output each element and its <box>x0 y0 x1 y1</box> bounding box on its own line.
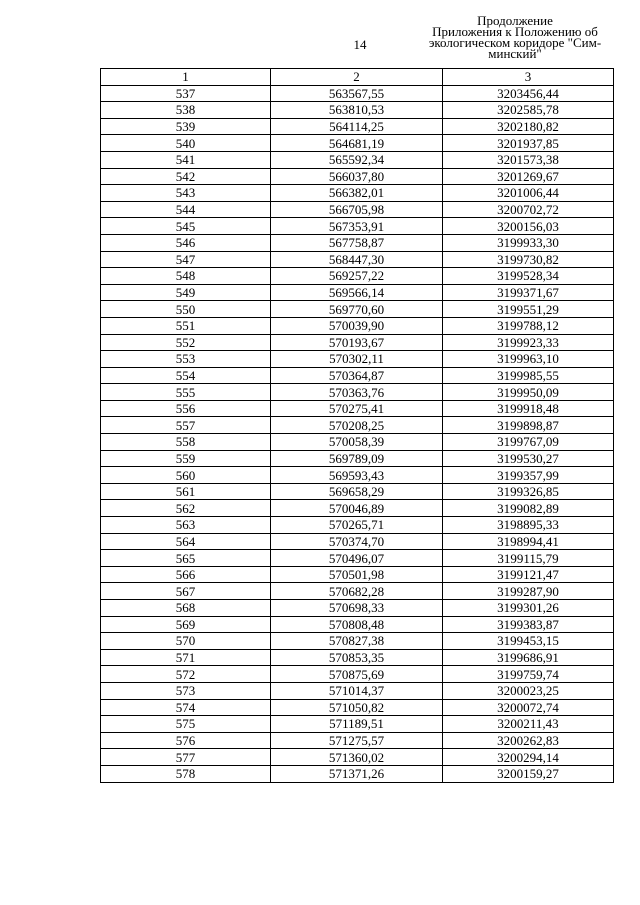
table-row <box>101 550 614 567</box>
cell-x-coordinate: 569658,29 <box>271 483 443 500</box>
cell-x-coordinate: 564114,25 <box>271 118 443 135</box>
cell-point-number: 545 <box>101 218 271 235</box>
cell-x-coordinate: 564681,19 <box>271 135 443 152</box>
header-note-line-2: Приложения к Положению об <box>432 24 598 39</box>
cell-x-coordinate: 569770,60 <box>271 301 443 318</box>
cell-point-number: 578 <box>101 765 271 782</box>
cell-x-coordinate: 571189,51 <box>271 716 443 733</box>
cell-x-coordinate: 567758,87 <box>271 234 443 251</box>
cell-point-number: 550 <box>101 301 271 318</box>
cell-x-coordinate: 565592,34 <box>271 151 443 168</box>
cell-y-coordinate: 3201573,38 <box>443 151 614 168</box>
cell-y-coordinate: 3202585,78 <box>443 102 614 119</box>
cell-y-coordinate: 3199121,47 <box>443 566 614 583</box>
cell-x-coordinate: 568447,30 <box>271 251 443 268</box>
table-row <box>101 583 614 600</box>
cell-point-number: 541 <box>101 151 271 168</box>
coordinates-table <box>100 68 614 783</box>
table-row <box>101 699 614 716</box>
cell-x-coordinate: 571050,82 <box>271 699 443 716</box>
header-note-line-1: Продолжение <box>477 13 553 28</box>
cell-point-number: 560 <box>101 467 271 484</box>
cell-y-coordinate: 3199082,89 <box>443 500 614 517</box>
cell-point-number: 543 <box>101 185 271 202</box>
cell-x-coordinate: 570039,90 <box>271 317 443 334</box>
table-row <box>101 467 614 484</box>
cell-x-coordinate: 569257,22 <box>271 268 443 285</box>
cell-x-coordinate: 570302,11 <box>271 351 443 368</box>
cell-point-number: 552 <box>101 334 271 351</box>
table-row <box>101 616 614 633</box>
cell-x-coordinate: 570682,28 <box>271 583 443 600</box>
cell-y-coordinate: 3200294,14 <box>443 749 614 766</box>
cell-point-number: 576 <box>101 732 271 749</box>
table-row <box>101 633 614 650</box>
cell-x-coordinate: 570046,89 <box>271 500 443 517</box>
cell-x-coordinate: 570058,39 <box>271 434 443 451</box>
table-row <box>101 284 614 301</box>
cell-x-coordinate: 571371,26 <box>271 765 443 782</box>
table-row <box>101 334 614 351</box>
cell-y-coordinate: 3202180,82 <box>443 118 614 135</box>
table-row <box>101 732 614 749</box>
cell-y-coordinate: 3199730,82 <box>443 251 614 268</box>
header-note-line-3: экологическом коридоре "Сим- <box>428 35 602 50</box>
cell-x-coordinate: 570698,33 <box>271 600 443 617</box>
cell-x-coordinate: 570496,07 <box>271 550 443 567</box>
table-row <box>101 384 614 401</box>
cell-point-number: 546 <box>101 234 271 251</box>
table-row <box>101 234 614 251</box>
table-row <box>101 102 614 119</box>
cell-y-coordinate: 3199115,79 <box>443 550 614 567</box>
cell-point-number: 557 <box>101 417 271 434</box>
cell-x-coordinate: 567353,91 <box>271 218 443 235</box>
cell-point-number: 569 <box>101 616 271 633</box>
table-body <box>101 85 614 782</box>
cell-y-coordinate: 3200156,03 <box>443 218 614 235</box>
cell-y-coordinate: 3200262,83 <box>443 732 614 749</box>
cell-y-coordinate: 3200072,74 <box>443 699 614 716</box>
cell-point-number: 547 <box>101 251 271 268</box>
cell-x-coordinate: 566705,98 <box>271 201 443 218</box>
cell-y-coordinate: 3199326,85 <box>443 483 614 500</box>
table-row <box>101 118 614 135</box>
cell-point-number: 561 <box>101 483 271 500</box>
table-row <box>101 201 614 218</box>
table-row <box>101 749 614 766</box>
cell-y-coordinate: 3198895,33 <box>443 517 614 534</box>
table-row <box>101 168 614 185</box>
cell-y-coordinate: 3200159,27 <box>443 765 614 782</box>
table-row <box>101 85 614 102</box>
table-row <box>101 765 614 782</box>
cell-point-number: 537 <box>101 85 271 102</box>
cell-point-number: 558 <box>101 434 271 451</box>
table-row <box>101 218 614 235</box>
table-row <box>101 434 614 451</box>
cell-x-coordinate: 570827,38 <box>271 633 443 650</box>
cell-y-coordinate: 3203456,44 <box>443 85 614 102</box>
table-row <box>101 185 614 202</box>
cell-point-number: 542 <box>101 168 271 185</box>
cell-y-coordinate: 3201006,44 <box>443 185 614 202</box>
table-row <box>101 317 614 334</box>
cell-x-coordinate: 571360,02 <box>271 749 443 766</box>
cell-point-number: 564 <box>101 533 271 550</box>
cell-point-number: 571 <box>101 649 271 666</box>
table-row <box>101 251 614 268</box>
cell-x-coordinate: 571275,57 <box>271 732 443 749</box>
cell-x-coordinate: 563567,55 <box>271 85 443 102</box>
table-row <box>101 500 614 517</box>
cell-x-coordinate: 569566,14 <box>271 284 443 301</box>
cell-point-number: 573 <box>101 682 271 699</box>
cell-y-coordinate: 3199767,09 <box>443 434 614 451</box>
cell-point-number: 538 <box>101 102 271 119</box>
cell-y-coordinate: 3199287,90 <box>443 583 614 600</box>
cell-x-coordinate: 569593,43 <box>271 467 443 484</box>
appendix-header-note <box>415 15 615 59</box>
table-row <box>101 400 614 417</box>
cell-x-coordinate: 570275,41 <box>271 400 443 417</box>
cell-y-coordinate: 3199551,29 <box>443 301 614 318</box>
cell-y-coordinate: 3199898,87 <box>443 417 614 434</box>
table-row <box>101 450 614 467</box>
table-header-row <box>101 69 614 86</box>
cell-point-number: 568 <box>101 600 271 617</box>
cell-point-number: 570 <box>101 633 271 650</box>
cell-y-coordinate: 3199923,33 <box>443 334 614 351</box>
cell-x-coordinate: 563810,53 <box>271 102 443 119</box>
table-row <box>101 666 614 683</box>
cell-y-coordinate: 3199383,87 <box>443 616 614 633</box>
table-row <box>101 483 614 500</box>
cell-x-coordinate: 570808,48 <box>271 616 443 633</box>
table-row <box>101 649 614 666</box>
cell-y-coordinate: 3199301,26 <box>443 600 614 617</box>
cell-y-coordinate: 3199985,55 <box>443 367 614 384</box>
cell-point-number: 539 <box>101 118 271 135</box>
cell-y-coordinate: 3199453,15 <box>443 633 614 650</box>
cell-y-coordinate: 3199686,91 <box>443 649 614 666</box>
table-row <box>101 268 614 285</box>
page-number: 14 <box>353 37 367 52</box>
table-row <box>101 151 614 168</box>
cell-point-number: 551 <box>101 317 271 334</box>
cell-point-number: 563 <box>101 517 271 534</box>
cell-point-number: 555 <box>101 384 271 401</box>
cell-x-coordinate: 570875,69 <box>271 666 443 683</box>
cell-point-number: 567 <box>101 583 271 600</box>
cell-y-coordinate: 3199530,27 <box>443 450 614 467</box>
cell-point-number: 574 <box>101 699 271 716</box>
cell-y-coordinate: 3199371,67 <box>443 284 614 301</box>
cell-x-coordinate: 570193,67 <box>271 334 443 351</box>
cell-x-coordinate: 570853,35 <box>271 649 443 666</box>
cell-y-coordinate: 3199357,99 <box>443 467 614 484</box>
cell-point-number: 575 <box>101 716 271 733</box>
cell-x-coordinate: 570265,71 <box>271 517 443 534</box>
column-header-x: 2 <box>271 69 443 86</box>
cell-y-coordinate: 3199950,09 <box>443 384 614 401</box>
cell-x-coordinate: 570501,98 <box>271 566 443 583</box>
cell-y-coordinate: 3198994,41 <box>443 533 614 550</box>
cell-x-coordinate: 571014,37 <box>271 682 443 699</box>
header-note-line-4: минский" <box>488 46 542 61</box>
column-header-y: 3 <box>443 69 614 86</box>
cell-y-coordinate: 3199918,48 <box>443 400 614 417</box>
cell-x-coordinate: 570363,76 <box>271 384 443 401</box>
cell-y-coordinate: 3201937,85 <box>443 135 614 152</box>
table-row <box>101 301 614 318</box>
table-row <box>101 135 614 152</box>
cell-y-coordinate: 3200023,25 <box>443 682 614 699</box>
table-row <box>101 716 614 733</box>
cell-point-number: 556 <box>101 400 271 417</box>
cell-x-coordinate: 566037,80 <box>271 168 443 185</box>
cell-x-coordinate: 570208,25 <box>271 417 443 434</box>
cell-x-coordinate: 570364,87 <box>271 367 443 384</box>
cell-point-number: 554 <box>101 367 271 384</box>
cell-y-coordinate: 3199933,30 <box>443 234 614 251</box>
cell-point-number: 549 <box>101 284 271 301</box>
cell-point-number: 540 <box>101 135 271 152</box>
table-row <box>101 351 614 368</box>
cell-point-number: 548 <box>101 268 271 285</box>
cell-x-coordinate: 569789,09 <box>271 450 443 467</box>
table-row <box>101 533 614 550</box>
cell-y-coordinate: 3199788,12 <box>443 317 614 334</box>
cell-point-number: 572 <box>101 666 271 683</box>
cell-point-number: 566 <box>101 566 271 583</box>
table-row <box>101 566 614 583</box>
cell-y-coordinate: 3199528,34 <box>443 268 614 285</box>
table-header <box>101 69 614 86</box>
cell-y-coordinate: 3200702,72 <box>443 201 614 218</box>
table-row <box>101 367 614 384</box>
table-row <box>101 600 614 617</box>
table-row <box>101 682 614 699</box>
cell-point-number: 544 <box>101 201 271 218</box>
cell-y-coordinate: 3199759,74 <box>443 666 614 683</box>
cell-y-coordinate: 3199963,10 <box>443 351 614 368</box>
cell-x-coordinate: 566382,01 <box>271 185 443 202</box>
column-header-number: 1 <box>101 69 271 86</box>
cell-point-number: 559 <box>101 450 271 467</box>
cell-point-number: 553 <box>101 351 271 368</box>
cell-x-coordinate: 570374,70 <box>271 533 443 550</box>
table-row <box>101 417 614 434</box>
table-row <box>101 517 614 534</box>
cell-y-coordinate: 3201269,67 <box>443 168 614 185</box>
cell-point-number: 577 <box>101 749 271 766</box>
cell-point-number: 562 <box>101 500 271 517</box>
cell-point-number: 565 <box>101 550 271 567</box>
cell-y-coordinate: 3200211,43 <box>443 716 614 733</box>
